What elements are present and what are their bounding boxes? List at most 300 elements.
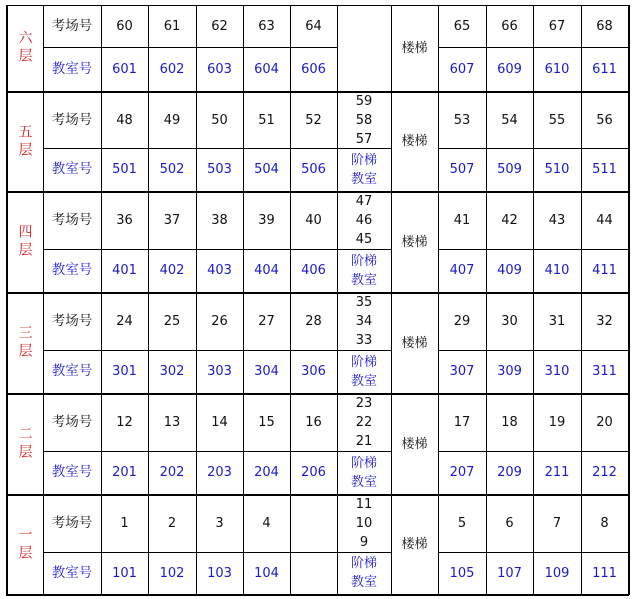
column-divider bbox=[391, 495, 392, 595]
exam-room-number-text: 18 bbox=[501, 415, 518, 430]
column-divider bbox=[337, 92, 338, 192]
step-exam-stack bbox=[356, 192, 373, 249]
exam-room-number-text: 26 bbox=[211, 314, 228, 329]
classroom-number bbox=[581, 350, 628, 393]
classroom-number bbox=[243, 148, 290, 191]
floor-name-text: 四层 bbox=[16, 224, 33, 260]
classroom-number bbox=[290, 350, 337, 393]
classroom-number bbox=[581, 47, 628, 91]
floor-name-text: 二层 bbox=[16, 426, 33, 462]
column-divider bbox=[290, 394, 291, 495]
stairs-label: 楼梯 bbox=[401, 40, 428, 56]
exam-room-number bbox=[243, 92, 290, 148]
column-divider bbox=[337, 394, 338, 495]
stairs-cell bbox=[391, 394, 438, 494]
classroom-number-text: 603 bbox=[207, 61, 232, 77]
column-divider bbox=[101, 92, 102, 192]
column-divider bbox=[243, 5, 244, 92]
step-label-stack bbox=[350, 151, 378, 189]
step-exam-number: 58 bbox=[355, 112, 373, 128]
exam-room-number-text: 52 bbox=[305, 112, 322, 128]
block-right-border bbox=[628, 495, 630, 595]
column-divider bbox=[486, 192, 487, 293]
column-divider bbox=[391, 5, 392, 92]
classroom-number bbox=[101, 249, 148, 292]
exam-room-number bbox=[438, 92, 486, 148]
exam-room-number-text: 43 bbox=[548, 213, 566, 228]
classroom-number-text: 103 bbox=[207, 565, 232, 581]
column-divider bbox=[101, 5, 102, 92]
step-classroom-label bbox=[337, 451, 391, 494]
classroom-number-text: 610 bbox=[544, 61, 570, 77]
step-exam-number: 57 bbox=[355, 131, 373, 147]
classroom-number-text: 607 bbox=[449, 61, 475, 77]
classroom-number bbox=[290, 249, 337, 292]
column-divider bbox=[486, 5, 487, 92]
exam-room-number bbox=[196, 394, 243, 451]
block-left-border bbox=[6, 192, 8, 293]
exam-room-number-text: 4 bbox=[262, 516, 271, 531]
classroom-number-text: 212 bbox=[592, 465, 617, 480]
exam-room-number bbox=[101, 192, 148, 249]
exam-room-number-text: 8 bbox=[600, 516, 609, 531]
exam-room-number-text: 41 bbox=[453, 213, 471, 228]
column-divider bbox=[290, 92, 291, 192]
exam-room-label-text: 考场号 bbox=[51, 17, 93, 34]
classroom-label-text: 教室号 bbox=[51, 464, 93, 480]
floor-label bbox=[6, 394, 43, 494]
exam-room-number-text: 12 bbox=[116, 415, 133, 430]
classroom-label-text: 教室号 bbox=[51, 161, 93, 177]
exam-room-number-text: 16 bbox=[305, 415, 322, 430]
column-divider bbox=[391, 394, 392, 495]
row-divider bbox=[43, 47, 338, 48]
exam-room-number bbox=[148, 192, 196, 249]
stairs-label: 楼梯 bbox=[401, 335, 428, 351]
column-divider bbox=[243, 495, 244, 595]
classroom-number-text: 504 bbox=[254, 162, 279, 177]
column-divider bbox=[43, 192, 44, 293]
exam-room-number bbox=[581, 394, 628, 451]
step-classroom-exam-rooms bbox=[337, 92, 391, 148]
exam-room-number-text: 19 bbox=[548, 415, 566, 430]
exam-room-number bbox=[101, 394, 148, 451]
exam-room-number bbox=[438, 495, 486, 552]
classroom-number-text: 606 bbox=[301, 61, 326, 77]
column-divider bbox=[533, 495, 534, 595]
step-classroom-exam-rooms bbox=[337, 495, 391, 552]
column-divider bbox=[337, 495, 338, 595]
exam-room-number bbox=[148, 394, 196, 451]
classroom-number-text: 310 bbox=[544, 364, 570, 379]
column-divider bbox=[486, 293, 487, 394]
classroom-number bbox=[438, 552, 486, 594]
column-divider bbox=[196, 192, 197, 293]
classroom-number bbox=[243, 350, 290, 393]
column-divider bbox=[533, 92, 534, 192]
column-divider bbox=[581, 293, 582, 394]
column-divider bbox=[581, 495, 582, 595]
column-divider bbox=[581, 192, 582, 293]
classroom-number-text: 409 bbox=[497, 263, 522, 278]
classroom-number-text: 206 bbox=[301, 465, 326, 480]
block-right-border bbox=[628, 394, 630, 495]
exam-room-number bbox=[148, 92, 196, 148]
column-divider bbox=[438, 495, 439, 595]
step-classroom-label bbox=[337, 249, 391, 292]
exam-room-number-text: 3 bbox=[215, 516, 224, 531]
column-divider bbox=[101, 394, 102, 495]
step-classroom-exam-rooms bbox=[337, 394, 391, 451]
exam-room-number-text: 63 bbox=[258, 18, 275, 34]
floor-name bbox=[14, 325, 36, 361]
column-divider bbox=[391, 293, 392, 394]
classroom-number-text: 604 bbox=[254, 61, 279, 77]
exam-room-label bbox=[43, 192, 101, 249]
exam-room-number-text: 51 bbox=[258, 112, 275, 128]
column-divider bbox=[148, 394, 149, 495]
classroom-number bbox=[196, 249, 243, 292]
row-divider bbox=[43, 148, 392, 149]
exam-room-number bbox=[533, 495, 581, 552]
exam-room-number-text: 61 bbox=[163, 18, 181, 34]
column-divider bbox=[43, 293, 44, 394]
step-label-stack bbox=[350, 252, 378, 290]
exam-room-number-text: 44 bbox=[596, 213, 613, 228]
step-label-text: 阶梯教室 bbox=[350, 253, 377, 288]
exam-room-number-text: 24 bbox=[116, 314, 133, 329]
classroom-number bbox=[196, 552, 243, 594]
exam-room-label-text: 考场号 bbox=[51, 313, 93, 329]
classroom-number-text: 211 bbox=[544, 465, 570, 480]
column-divider bbox=[290, 192, 291, 293]
classroom-number bbox=[196, 350, 243, 393]
step-exam-stack bbox=[356, 92, 373, 149]
exam-room-number bbox=[101, 92, 148, 148]
column-divider bbox=[581, 394, 582, 495]
classroom-number bbox=[196, 451, 243, 494]
classroom-number-text: 601 bbox=[112, 61, 137, 77]
exam-room-number bbox=[243, 293, 290, 350]
block-top-border bbox=[6, 5, 629, 6]
classroom-label bbox=[43, 552, 101, 594]
floor-name-text: 五层 bbox=[16, 123, 33, 160]
exam-room-number bbox=[290, 5, 337, 47]
column-divider bbox=[43, 495, 44, 595]
classroom-number bbox=[486, 249, 533, 292]
column-divider bbox=[101, 495, 102, 595]
column-divider bbox=[438, 92, 439, 192]
exam-room-number-text: 37 bbox=[163, 213, 181, 228]
column-divider bbox=[533, 192, 534, 293]
classroom-number-text: 510 bbox=[544, 162, 570, 177]
exam-room-label bbox=[43, 92, 101, 148]
column-divider bbox=[148, 293, 149, 394]
exam-room-number bbox=[533, 293, 581, 350]
exam-room-number-text: 20 bbox=[596, 415, 613, 430]
exam-room-number bbox=[486, 293, 533, 350]
column-divider bbox=[533, 5, 534, 92]
exam-room-number-text: 17 bbox=[453, 415, 471, 430]
step-exam-stack bbox=[356, 293, 373, 350]
step-exam-stack bbox=[356, 495, 373, 552]
classroom-number bbox=[243, 451, 290, 494]
block-top-border bbox=[6, 293, 629, 294]
column-divider bbox=[486, 495, 487, 595]
block-left-border bbox=[6, 293, 8, 394]
exam-room-number-text: 28 bbox=[305, 314, 322, 329]
column-divider bbox=[101, 192, 102, 293]
step-exam-number: 9 bbox=[359, 535, 369, 550]
exam-room-number bbox=[196, 293, 243, 350]
step-label-text: 阶梯教室 bbox=[350, 354, 377, 389]
column-divider bbox=[438, 293, 439, 394]
exam-room-number-text: 27 bbox=[258, 314, 275, 329]
exam-room-number bbox=[581, 92, 628, 148]
classroom-number bbox=[486, 451, 533, 494]
classroom-number-text: 410 bbox=[544, 263, 570, 278]
classroom-number bbox=[533, 350, 581, 393]
exam-room-label-text: 考场号 bbox=[51, 515, 93, 531]
exam-room-number bbox=[581, 293, 628, 350]
classroom-number-text: 311 bbox=[592, 364, 617, 379]
floor-label bbox=[6, 495, 43, 594]
classroom-number bbox=[290, 148, 337, 191]
classroom-number-text: 406 bbox=[301, 263, 326, 278]
classroom-number bbox=[148, 47, 196, 91]
row-divider bbox=[43, 249, 392, 250]
classroom-number-text: 611 bbox=[592, 61, 617, 77]
exam-room-number bbox=[486, 192, 533, 249]
column-divider bbox=[148, 5, 149, 92]
stairs-cell bbox=[391, 92, 438, 191]
classroom-number bbox=[290, 552, 337, 594]
classroom-number-text: 105 bbox=[449, 565, 475, 581]
step-label-text: 阶梯教室 bbox=[350, 556, 377, 590]
floor-label bbox=[6, 5, 43, 91]
floor-name-text: 一层 bbox=[16, 526, 33, 563]
classroom-number bbox=[438, 350, 486, 393]
column-divider bbox=[196, 495, 197, 595]
column-divider bbox=[581, 92, 582, 192]
classroom-number bbox=[486, 148, 533, 191]
exam-room-label bbox=[43, 394, 101, 451]
exam-room-number bbox=[290, 495, 337, 552]
block-right-border bbox=[628, 92, 630, 192]
classroom-number bbox=[101, 552, 148, 594]
step-exam-number: 22 bbox=[355, 415, 373, 430]
exam-room-number bbox=[533, 5, 581, 47]
exam-room-label-text: 考场号 bbox=[51, 111, 93, 128]
step-classroom-label bbox=[337, 148, 391, 191]
column-divider bbox=[196, 394, 197, 495]
stairs-label: 楼梯 bbox=[401, 537, 428, 552]
classroom-number-text: 309 bbox=[497, 364, 522, 379]
classroom-number-text: 109 bbox=[544, 565, 570, 581]
step-exam-number: 47 bbox=[355, 194, 373, 209]
exam-room-number bbox=[486, 92, 533, 148]
exam-room-number bbox=[581, 5, 628, 47]
exam-room-number-text: 13 bbox=[163, 415, 181, 430]
exam-room-number bbox=[101, 5, 148, 47]
exam-room-label-text: 考场号 bbox=[51, 414, 93, 430]
classroom-number bbox=[486, 350, 533, 393]
column-divider bbox=[148, 495, 149, 595]
classroom-number-text: 401 bbox=[112, 263, 137, 278]
stairs-cell bbox=[391, 5, 438, 91]
classroom-number-text: 302 bbox=[159, 364, 185, 379]
floor-label bbox=[6, 293, 43, 393]
classroom-label bbox=[43, 350, 101, 393]
classroom-number bbox=[148, 249, 196, 292]
classroom-number-text: 201 bbox=[112, 465, 137, 480]
exam-room-number bbox=[438, 394, 486, 451]
classroom-number-text: 507 bbox=[449, 162, 475, 177]
exam-room-label bbox=[43, 5, 101, 47]
exam-room-number-text: 25 bbox=[163, 314, 181, 329]
classroom-label bbox=[43, 148, 101, 191]
step-classroom-exam-rooms bbox=[337, 293, 391, 350]
classroom-number-text: 303 bbox=[207, 364, 232, 379]
exam-room-number-text: 67 bbox=[548, 18, 566, 34]
block-top-border bbox=[6, 394, 629, 395]
exam-room-label bbox=[43, 293, 101, 350]
floor-name bbox=[14, 426, 36, 462]
block-left-border bbox=[6, 92, 8, 192]
column-divider bbox=[43, 394, 44, 495]
exam-room-number-text: 64 bbox=[305, 18, 322, 34]
exam-room-number bbox=[581, 495, 628, 552]
column-divider bbox=[486, 92, 487, 192]
exam-room-number-text: 48 bbox=[116, 112, 133, 128]
stairs-label: 楼梯 bbox=[401, 234, 428, 250]
classroom-number-text: 102 bbox=[159, 565, 185, 581]
classroom-number bbox=[533, 148, 581, 191]
exam-room-number bbox=[486, 5, 533, 47]
classroom-number-text: 203 bbox=[207, 465, 232, 480]
classroom-number-text: 304 bbox=[254, 364, 279, 379]
column-divider bbox=[337, 192, 338, 293]
classroom-number bbox=[581, 451, 628, 494]
step-label-stack bbox=[350, 353, 378, 391]
classroom-number bbox=[148, 148, 196, 191]
block-top-border bbox=[6, 92, 629, 93]
classroom-label-text: 教室号 bbox=[51, 262, 93, 278]
exam-room-number-text: 2 bbox=[167, 516, 177, 531]
exam-room-number-text: 39 bbox=[258, 213, 275, 228]
exam-room-number bbox=[196, 192, 243, 249]
classroom-number bbox=[533, 47, 581, 91]
exam-room-number-text: 54 bbox=[501, 112, 518, 128]
exam-room-number-text: 38 bbox=[211, 213, 228, 228]
exam-room-number-text: 29 bbox=[453, 314, 471, 329]
exam-room-number bbox=[101, 495, 148, 552]
exam-room-number-text: 40 bbox=[305, 213, 322, 228]
classroom-number-text: 306 bbox=[301, 364, 326, 379]
column-divider bbox=[43, 92, 44, 192]
step-label-stack bbox=[350, 554, 378, 592]
exam-room-number-text: 66 bbox=[501, 18, 518, 34]
exam-room-number-text: 56 bbox=[596, 112, 613, 128]
step-exam-number: 23 bbox=[355, 396, 373, 411]
floor-name-text: 三层 bbox=[16, 325, 33, 361]
stairs-cell bbox=[391, 495, 438, 594]
exam-room-number bbox=[290, 192, 337, 249]
step-exam-number: 46 bbox=[355, 213, 373, 228]
classroom-number bbox=[243, 249, 290, 292]
classroom-number bbox=[243, 552, 290, 594]
step-exam-number: 10 bbox=[355, 516, 373, 531]
floor-name bbox=[14, 30, 36, 66]
classroom-number bbox=[243, 47, 290, 91]
column-divider bbox=[438, 394, 439, 495]
floor-name-text: 六层 bbox=[16, 30, 33, 66]
exam-room-number bbox=[148, 5, 196, 47]
classroom-number bbox=[533, 249, 581, 292]
column-divider bbox=[243, 293, 244, 394]
exam-room-number bbox=[196, 5, 243, 47]
floor-label bbox=[6, 192, 43, 292]
exam-room-number bbox=[290, 293, 337, 350]
classroom-number bbox=[486, 47, 533, 91]
exam-room-number-text: 30 bbox=[501, 314, 518, 329]
classroom-number bbox=[101, 350, 148, 393]
exam-room-number bbox=[196, 495, 243, 552]
classroom-number bbox=[101, 47, 148, 91]
exam-room-number-text: 49 bbox=[163, 112, 181, 128]
classroom-number bbox=[533, 451, 581, 494]
exam-room-number-text: 14 bbox=[211, 415, 228, 430]
classroom-number-text: 404 bbox=[254, 263, 279, 278]
block-top-border bbox=[6, 495, 629, 496]
stairs-cell bbox=[391, 192, 438, 292]
exam-room-number bbox=[101, 293, 148, 350]
exam-room-number-text: 6 bbox=[505, 516, 514, 531]
classroom-number-text: 107 bbox=[497, 565, 522, 581]
stairs-label: 楼梯 bbox=[401, 436, 428, 452]
block-top-border bbox=[6, 192, 629, 193]
step-exam-number: 33 bbox=[355, 333, 373, 348]
exam-room-number bbox=[243, 394, 290, 451]
step-classroom-label bbox=[337, 350, 391, 393]
floor-name bbox=[14, 124, 36, 160]
block-left-border bbox=[6, 495, 8, 595]
column-divider bbox=[148, 92, 149, 192]
empty-cell bbox=[337, 5, 391, 91]
classroom-number bbox=[581, 148, 628, 191]
classroom-number bbox=[581, 552, 628, 594]
step-exam-number: 45 bbox=[355, 232, 373, 247]
row-divider bbox=[43, 350, 392, 351]
exam-room-number-text: 7 bbox=[552, 516, 562, 531]
exam-room-number bbox=[196, 92, 243, 148]
column-divider bbox=[391, 92, 392, 192]
step-exam-number: 11 bbox=[355, 497, 373, 512]
classroom-number bbox=[196, 148, 243, 191]
exam-room-number-text: 50 bbox=[211, 112, 228, 128]
exam-room-number bbox=[290, 92, 337, 148]
exam-room-label bbox=[43, 495, 101, 552]
stairs-label: 楼梯 bbox=[401, 134, 428, 149]
classroom-number-text: 403 bbox=[207, 263, 232, 278]
exam-room-number-text: 32 bbox=[596, 314, 613, 329]
classroom-number-text: 301 bbox=[112, 364, 137, 379]
classroom-number-text: 104 bbox=[254, 565, 279, 581]
classroom-number bbox=[196, 47, 243, 91]
column-divider bbox=[148, 192, 149, 293]
classroom-number bbox=[290, 47, 337, 91]
floor-name bbox=[14, 527, 36, 563]
